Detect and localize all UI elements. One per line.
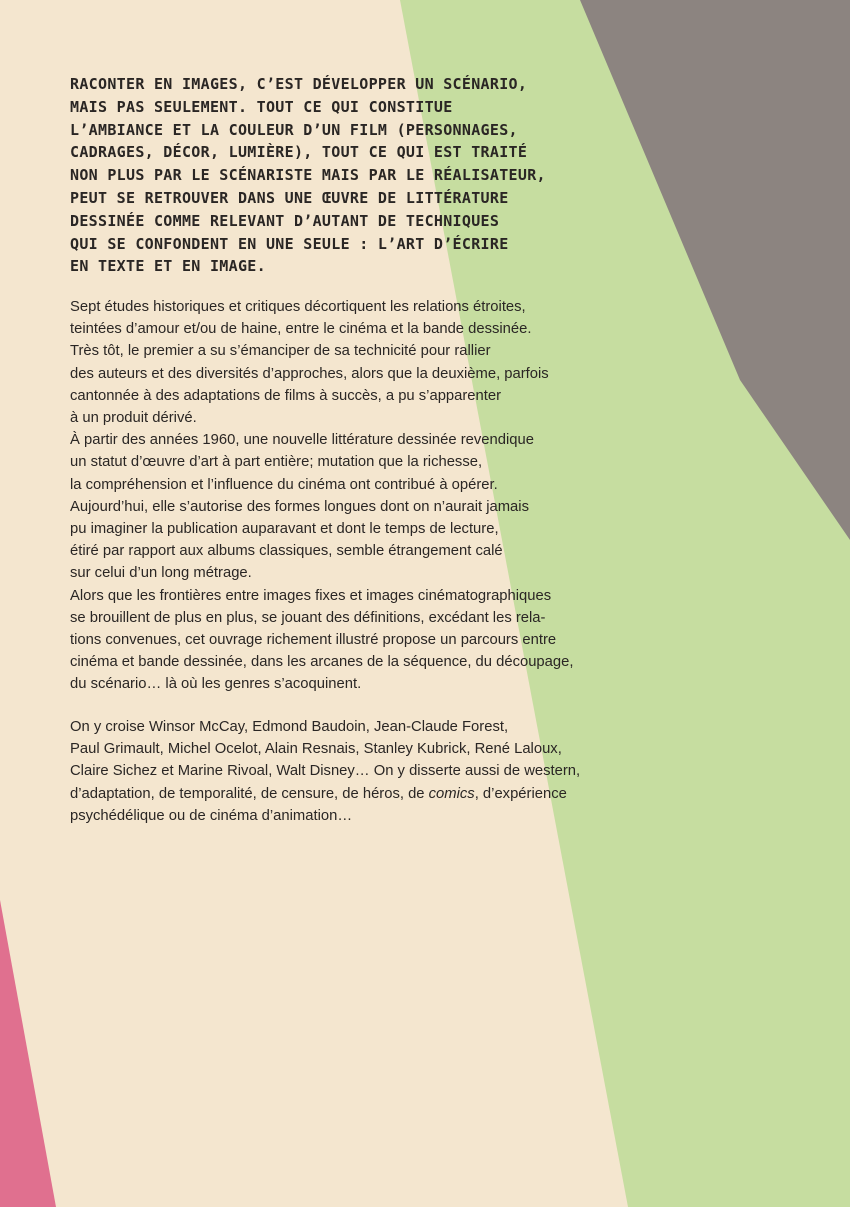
intro-line: EN TEXTE ET EN IMAGE.	[70, 257, 266, 276]
mentions-line: On y croise Winsor McCay, Edmond Baudoin, Jean-Claude Forest,	[70, 719, 509, 735]
intro-line: MAIS PAS SEULEMENT. TOUT CE QUI CONSTITUE	[70, 97, 453, 116]
description-line: du scénario… là où les genres s’acoquinent.	[70, 676, 362, 693]
intro-line: CADRAGES, DÉCOR, LUMIÈRE), TOUT CE QUI EST TRAITÉ	[70, 143, 528, 162]
description-line: Aujourd’hui, elle s’autorise des formes longues dont on n’aurait jamais	[70, 498, 529, 515]
description-line: Très tôt, le premier a su s’émanciper de sa technicité pour rallier	[70, 343, 491, 360]
description-line: se brouillent de plus en plus, se jouant des définitions, excédant les rela-	[70, 609, 546, 626]
description-line: Alors que les frontières entre images fixes et images cinématographiques	[70, 587, 552, 604]
intro-line: PEUT SE RETROUVER DANS UNE ŒUVRE DE LITTÉRATURE	[70, 188, 509, 207]
description-line: étiré par rapport aux albums classiques, semble étrangement calé	[70, 543, 503, 560]
description-line: sur celui d’un long métrage.	[70, 565, 252, 582]
description-line: À partir des années 1960, une nouvelle littérature dessinée revendique	[70, 432, 534, 449]
mentions-line: psychédélique ou de cinéma d’animation…	[70, 807, 353, 824]
mentions-line: d’adaptation, de temporalité, de censure, de héros, de comics, d’expérience	[70, 785, 567, 802]
description-line: tions convenues, cet ouvrage richement illustré propose un parcours entre	[70, 632, 557, 649]
mentions-line: Paul Grimault, Michel Ocelot, Alain Resnais, Stanley Kubrick, René Laloux,	[70, 741, 562, 758]
intro-line: QUI SE CONFONDENT EN UNE SEULE : L’ART D’ÉCRIRE	[70, 234, 509, 253]
intro-paragraph	[70, 73, 630, 278]
description-line: teintées d’amour et/ou de haine, entre le cinéma et la bande dessinée.	[70, 321, 532, 338]
description-line: cantonnée à des adaptations de films à succès, a pu s’apparenter	[70, 387, 502, 404]
intro-line: NON PLUS PAR LE SCÉNARISTE MAIS PAR LE RÉALISATEUR,	[70, 166, 546, 185]
description-line: un statut d’œuvre d’art à part entière; mutation que la richesse,	[70, 454, 483, 471]
mentions-paragraph	[70, 716, 630, 827]
mentions-line: Claire Sichez et Marine Rivoal, Walt Disney… On y disserte aussi de western,	[70, 763, 581, 780]
description-line: des auteurs et des diversités d’approches, alors que la deuxième, parfois	[70, 365, 549, 382]
description-paragraph	[70, 296, 630, 696]
intro-line: DESSINÉE COMME RELEVANT D’AUTANT DE TECHNIQUES	[70, 211, 500, 230]
description-line: cinéma et bande dessinée, dans les arcanes de la séquence, du découpage,	[70, 654, 574, 671]
description-line: à un produit dérivé.	[70, 410, 197, 427]
intro-line: L’AMBIANCE ET LA COULEUR D’UN FILM (PERSONNAGES,	[70, 120, 518, 139]
description-line: Sept études historiques et critiques décortiquent les relations étroites,	[70, 299, 526, 315]
description-line: la compréhension et l’influence du cinéma ont contribué à opérer.	[70, 476, 498, 493]
description-line: pu imaginer la publication auparavant et dont le temps de lecture,	[70, 521, 499, 538]
intro-line: RACONTER EN IMAGES, C’EST DÉVELOPPER UN SCÉNARIO,	[70, 75, 528, 93]
